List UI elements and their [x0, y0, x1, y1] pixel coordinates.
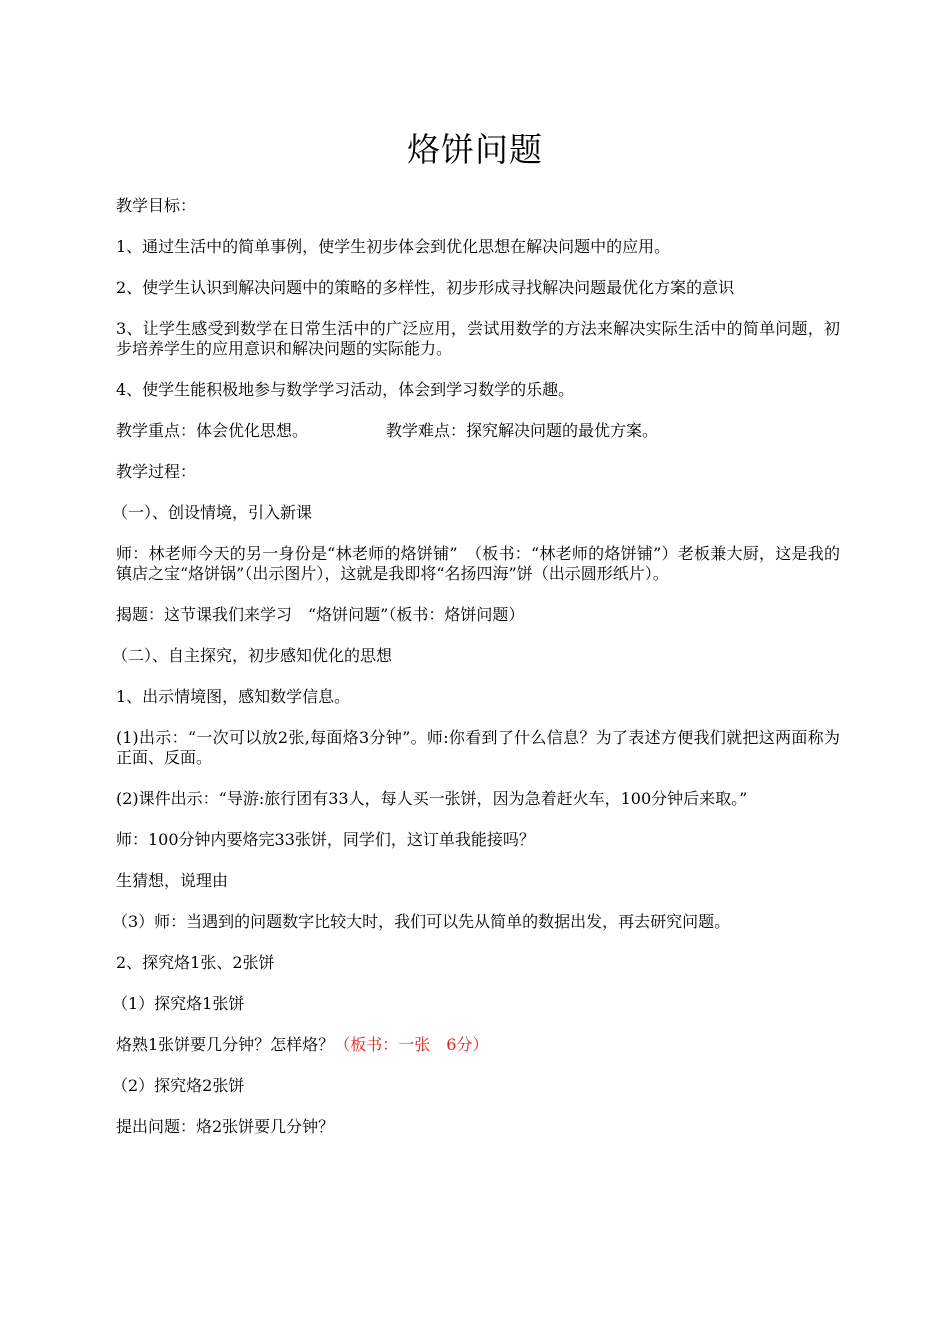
objective-3: 3、让学生感受到数学在日常生活中的广泛应用，尝试用数学的方法来解决实际生活中的简单问题，初步培养学生的应用意识和解决问题的实际能力。: [116, 319, 840, 358]
objective-1: 1、通过生活中的简单事例，使学生初步体会到优化思想在解决问题中的应用。: [116, 237, 671, 256]
board-note: （板书：一张 6分）: [334, 1035, 489, 1054]
section2-heading: （二）、自主探究，初步感知优化的思想: [112, 646, 393, 665]
section1-text: 师：林老师今天的另一身份是“林老师的烙饼铺” （板书：“林老师的烙饼铺”）老板兼大厨，这是我的镇店之宝“烙饼锅”（出示图片），这就是我即将“名扬四海”饼（出示圆形纸片）。: [116, 544, 840, 583]
step2-heading: 2、探究烙1张、2张饼: [116, 953, 275, 972]
objective-2: 2、使学生认识到解决问题中的策略的多样性，初步形成寻找解决问题最优化方案的意识: [116, 278, 735, 297]
step1-guess: 生猜想，说理由: [116, 871, 229, 890]
step2-sub1: （1）探究烙1张饼: [112, 994, 245, 1013]
step2-sub2-question: 提出问题：烙2张饼要几分钟？: [116, 1117, 335, 1136]
step1-item3: （3）师：当遇到的问题数字比较大时，我们可以先从简单的数据出发，再去研究问题。: [112, 912, 731, 931]
section1-reveal: 揭题：这节课我们来学习 “烙饼问题”（板书：烙饼问题）: [116, 605, 525, 624]
step1-heading: 1、出示情境图，感知数学信息。: [116, 687, 351, 706]
objective-4: 4、使学生能积极地参与数学学习活动，体会到学习数学的乐趣。: [116, 380, 575, 399]
step1-question: 师：100分钟内要烙完33张饼，同学们，这订单我能接吗？: [116, 830, 535, 849]
objectives-heading: 教学目标：: [116, 196, 197, 215]
section1-heading: （一）、创设情境，引入新课: [112, 503, 313, 522]
step2-sub1-question-line: [116, 1035, 840, 1055]
step1-item2: (2)课件出示：“导游:旅行团有33人，每人买一张饼，因为急着赶火车，100分钟后来取。”: [116, 789, 748, 808]
difficult-point: 教学难点：探究解决问题的最优方案。: [386, 421, 659, 440]
document-title: 烙饼问题: [407, 130, 543, 169]
step2-sub2: （2）探究烙2张饼: [112, 1076, 245, 1095]
step1-item1: (1)出示：“一次可以放2张,每面烙3分钟”。师:你看到了什么信息？为了表述方便我们就把这两面称为正面、反面。: [116, 728, 840, 767]
key-points-line: [116, 421, 840, 441]
key-point: 教学重点：体会优化思想。: [116, 421, 309, 440]
process-heading: 教学过程：: [116, 462, 197, 481]
step2-sub1-question: 烙熟1张饼要几分钟？怎样烙？: [116, 1035, 335, 1054]
document-body: [112, 196, 840, 1158]
